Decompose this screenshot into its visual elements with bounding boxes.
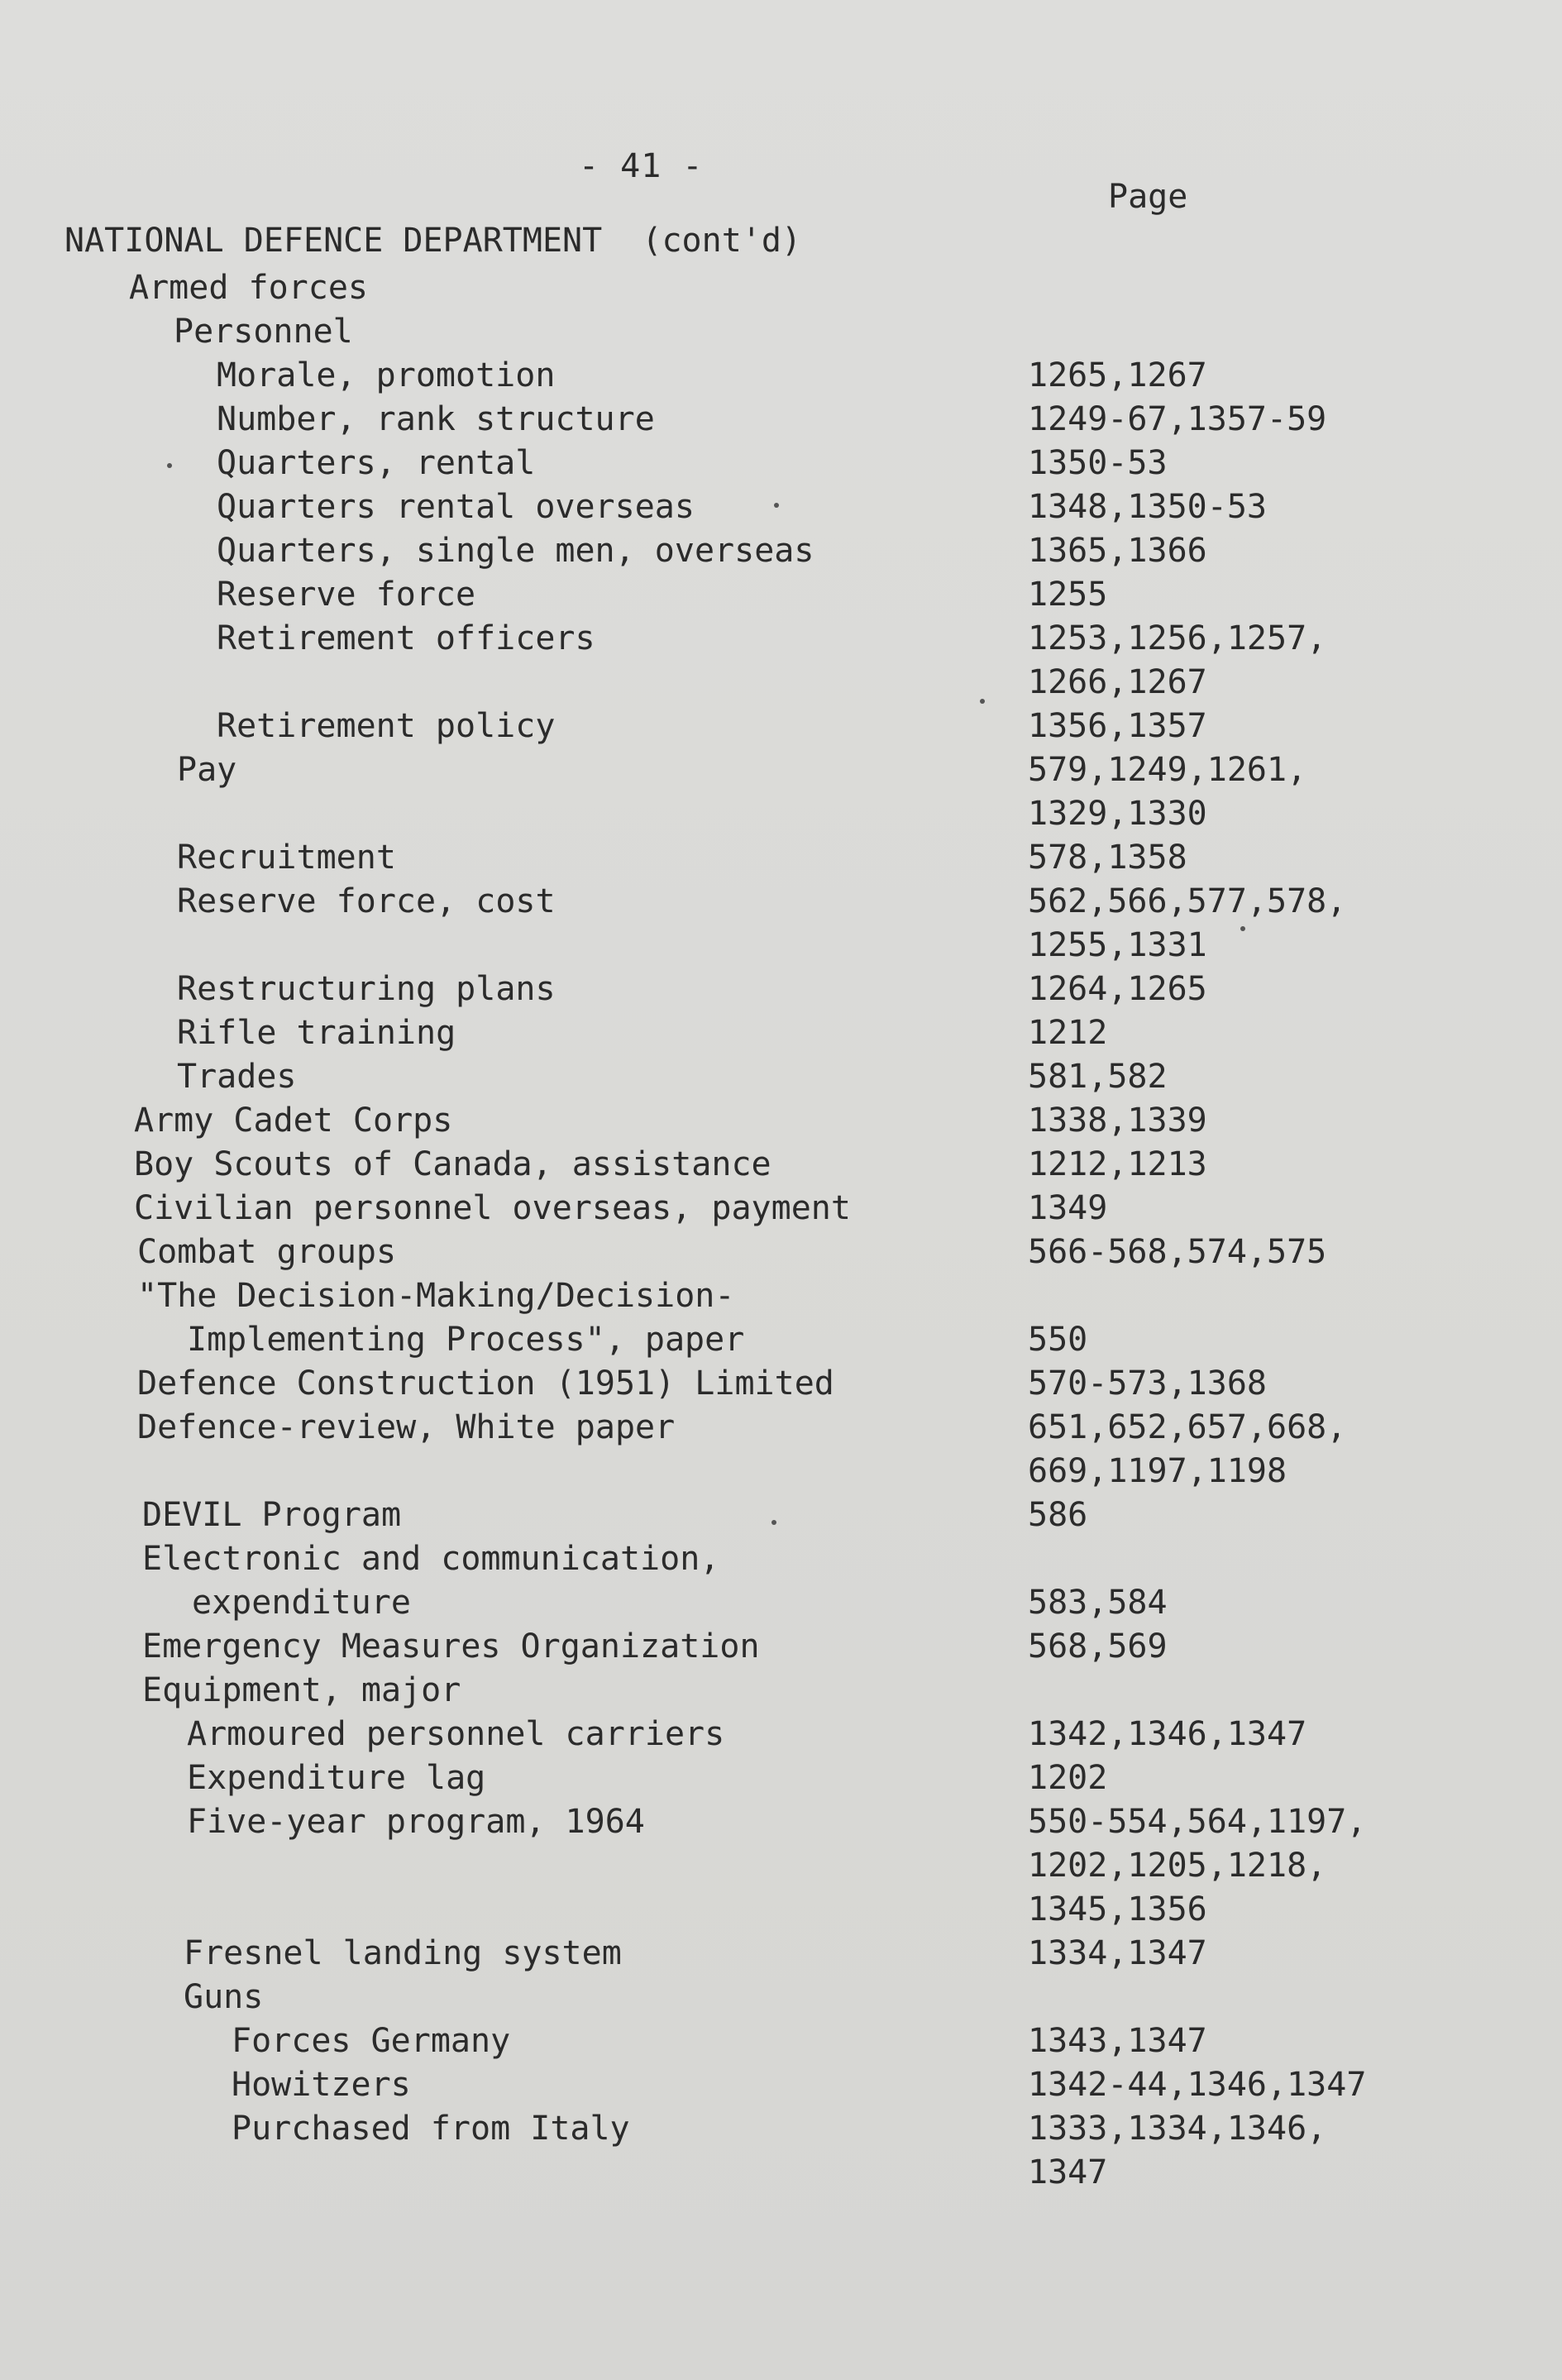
entry-pages: 1249-67,1357-59 [1028,400,1327,438]
entry-term: expenditure [192,1584,411,1622]
index-entry [0,1493,1562,1537]
stray-mark [771,1520,776,1525]
entry-pages: 578,1358 [1028,839,1187,877]
stray-mark [980,699,985,704]
entry-pages: 1212,1213 [1028,1145,1207,1183]
entry-term: Army Cadet Corps [134,1102,453,1140]
index-entry [0,880,1562,924]
index-entry [0,1406,1562,1450]
entry-term: Defence-review, White paper [137,1408,676,1446]
entry-term: Recruitment [177,839,396,877]
stray-mark [167,463,172,468]
entry-pages: 1255 [1028,576,1108,614]
entry-term: Forces Germany [232,2022,511,2060]
entry-term: Personnel [174,313,353,351]
entry-term: Reserve force, cost [177,882,556,920]
index-entry-continuation [0,924,1562,968]
entry-term: "The Decision-Making/Decision- [137,1277,735,1315]
index-entry [0,617,1562,661]
index-entry [0,442,1562,485]
stray-mark [774,503,779,508]
index-entry [0,1187,1562,1231]
index-entry [0,1099,1562,1143]
entry-term: DEVIL Program [142,1496,402,1534]
index-entry-continuation [0,792,1562,836]
index-entry [0,310,1562,354]
index-entry [0,2019,1562,2063]
entry-term: Restructuring plans [177,970,556,1008]
entry-pages: 1202 [1028,1759,1108,1797]
index-entry [0,485,1562,529]
entry-pages: 583,584 [1028,1584,1168,1622]
entry-pages: 1264,1265 [1028,970,1207,1008]
index-entries [0,266,1562,2195]
entry-pages: 568,569 [1028,1627,1168,1666]
entry-term: Electronic and communication, [142,1540,720,1578]
index-entry-continuation [0,2151,1562,2195]
index-entry [0,398,1562,442]
index-entry [0,1055,1562,1099]
entry-term: Howitzers [232,2066,411,2104]
entry-pages: 570-573,1368 [1028,1364,1267,1403]
entry-term: Rifle training [177,1014,456,1052]
entry-term: Defence Construction (1951) Limited [137,1364,834,1403]
entry-pages: 1255,1331 [1028,926,1207,964]
entry-pages: 1212 [1028,1014,1108,1052]
entry-term: Purchased from Italy [232,2110,630,2148]
index-entry [0,705,1562,748]
index-entry [0,1231,1562,1274]
stray-mark [1240,926,1245,931]
entry-pages: 1266,1267 [1028,663,1207,701]
entry-pages: 1345,1356 [1028,1890,1207,1928]
index-entry [0,836,1562,880]
index-entry [0,573,1562,617]
entry-pages: 669,1197,1198 [1028,1452,1287,1490]
entry-pages: 1347 [1028,2153,1108,2191]
entry-term: Retirement officers [217,619,595,657]
entry-pages: 1333,1334,1346, [1028,2110,1327,2148]
entry-term: Armed forces [129,269,368,307]
entry-term: Equipment, major [142,1671,461,1709]
index-entry [0,2107,1562,2151]
index-entry [0,1625,1562,1669]
entry-pages: 1350-53 [1028,444,1168,482]
entry-pages: 579,1249,1261, [1028,751,1307,789]
entry-pages: 651,652,657,668, [1028,1408,1347,1446]
index-entry [0,266,1562,310]
entry-term: Morale, promotion [217,356,556,394]
index-entry [0,1976,1562,2019]
entry-pages: 550-554,564,1197, [1028,1803,1367,1841]
index-entry [0,354,1562,398]
entry-term: Implementing Process", paper [187,1321,745,1359]
entry-term: Trades [177,1058,297,1096]
entry-pages: 1356,1357 [1028,707,1207,745]
entry-term: Combat groups [137,1233,397,1271]
entry-term: Armoured personnel carriers [187,1715,725,1753]
index-entry [0,968,1562,1011]
entry-pages: 1348,1350-53 [1028,488,1267,526]
entry-term: Expenditure lag [187,1759,486,1797]
entry-pages: 1349 [1028,1189,1108,1227]
index-entry-continuation [0,1318,1562,1362]
index-entry [0,1362,1562,1406]
index-entry [0,1011,1562,1055]
entry-term: Quarters, single men, overseas [217,532,814,570]
entry-pages: 1342,1346,1347 [1028,1715,1307,1753]
page-number: - 41 - [579,147,704,185]
entry-pages: 1342-44,1346,1347 [1028,2066,1367,2104]
index-entry-continuation [0,1888,1562,1932]
section-title: NATIONAL DEFENCE DEPARTMENT (cont'd) [64,222,802,260]
index-entry-continuation [0,661,1562,705]
entry-pages: 1329,1330 [1028,795,1207,833]
index-entry [0,529,1562,573]
entry-term: Quarters, rental [217,444,536,482]
index-entry [0,1800,1562,1844]
entry-pages: 562,566,577,578, [1028,882,1347,920]
entry-pages: 581,582 [1028,1058,1168,1096]
entry-pages: 1202,1205,1218, [1028,1847,1327,1885]
entry-pages: 1334,1347 [1028,1934,1207,1972]
entry-term: Guns [184,1978,264,2016]
index-entry-continuation [0,1581,1562,1625]
index-entry [0,1756,1562,1800]
index-entry-continuation [0,1844,1562,1888]
entry-pages: 586 [1028,1496,1088,1534]
entry-term: Boy Scouts of Canada, assistance [134,1145,771,1183]
entry-term: Quarters rental overseas [217,488,695,526]
index-entry [0,1537,1562,1581]
entry-term: Five-year program, 1964 [187,1803,645,1841]
entry-pages: 1343,1347 [1028,2022,1207,2060]
entry-term: Emergency Measures Organization [142,1627,760,1666]
page-column-header: Page [1108,178,1188,216]
index-entry [0,1143,1562,1187]
index-entry [0,1669,1562,1713]
index-entry [0,748,1562,792]
entry-pages: 1338,1339 [1028,1102,1207,1140]
index-entry-continuation [0,1450,1562,1493]
entry-pages: 566-568,574,575 [1028,1233,1327,1271]
entry-term: Civilian personnel overseas, payment [134,1189,851,1227]
entry-pages: 1265,1267 [1028,356,1207,394]
entry-term: Pay [177,751,237,789]
index-entry [0,1932,1562,1976]
index-entry [0,2063,1562,2107]
entry-term: Reserve force [217,576,476,614]
entry-term: Number, rank structure [217,400,655,438]
entry-pages: 1253,1256,1257, [1028,619,1327,657]
entry-pages: 1365,1366 [1028,532,1207,570]
entry-pages: 550 [1028,1321,1088,1359]
entry-term: Fresnel landing system [184,1934,622,1972]
entry-term: Retirement policy [217,707,556,745]
index-entry [0,1274,1562,1318]
index-entry [0,1713,1562,1756]
